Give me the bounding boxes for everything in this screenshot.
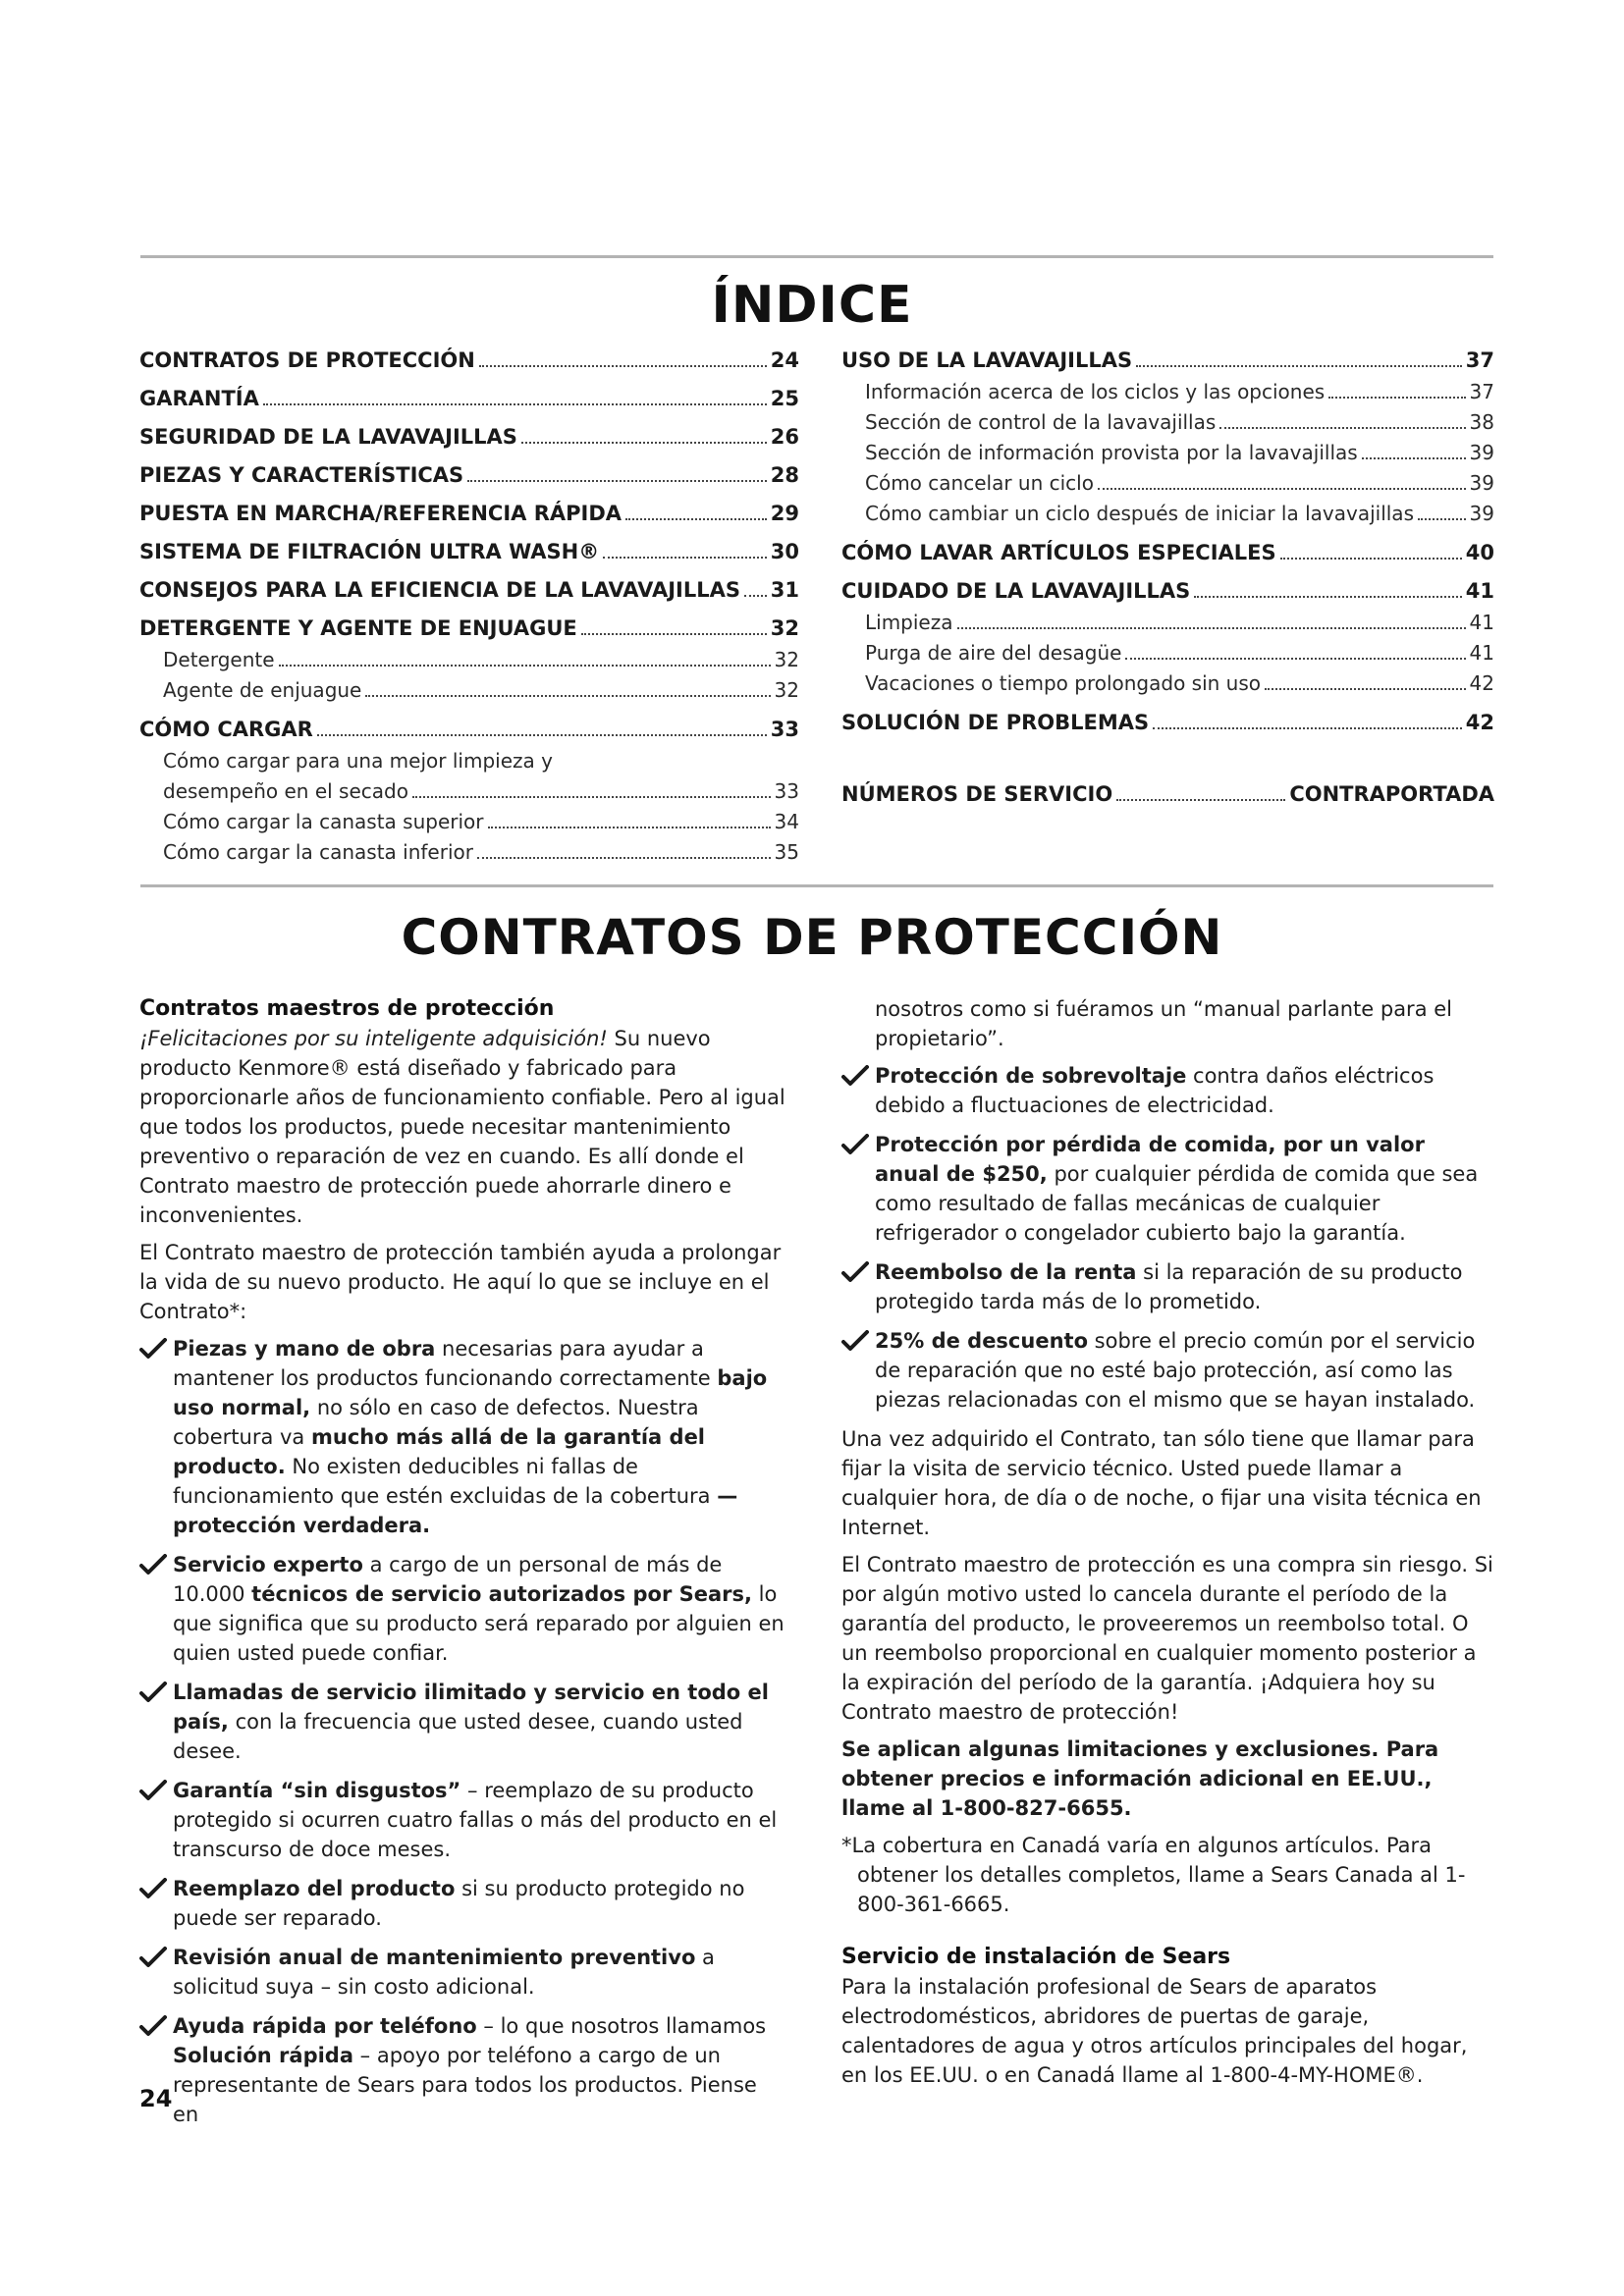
item-emphasis: Ayuda rápida por teléfono <box>173 2014 477 2038</box>
toc-entry <box>139 460 799 490</box>
toc-label: CÓMO LAVAR ARTÍCULOS ESPECIALES <box>841 541 1276 564</box>
checkmark-icon <box>841 1261 869 1283</box>
checkmark-icon <box>139 2015 167 2037</box>
toc-label: Limpieza <box>865 611 953 634</box>
item-emphasis: Llamadas de servicio ilimitado y servicio en todo el país, <box>173 1681 769 1734</box>
coverage-item <box>139 1550 787 1668</box>
toc-page-number: 37 <box>1469 380 1494 403</box>
toc-subentry <box>139 645 799 675</box>
coverage-item <box>841 1257 1493 1316</box>
toc-label: CONSEJOS PARA LA EFICIENCIA DE LA LAVAVAJILLAS <box>139 578 740 602</box>
protection-title: CONTRATOS DE PROTECCIÓN <box>401 909 1223 966</box>
coverage-item <box>139 1776 787 1864</box>
item-text: sobre el precio común por el servicio de reparación que no esté bajo protección, así como las piezas relacionadas con el mismo que se hayan instalado. <box>875 1329 1476 1412</box>
toc-entry <box>139 499 799 528</box>
toc-entry <box>139 537 799 566</box>
toc-leader-dots <box>1362 457 1466 459</box>
toc-leader-dots <box>1098 488 1466 490</box>
coverage-item <box>139 1943 787 2002</box>
intro-rest: Su nuevo producto Kenmore® está diseñado y fabricado para proporcionarle años de funcionamiento confiable. Pero al igual que todos los productos, puede necesitar mantenimiento preventivo o reparación de vez en cuando. Es allí donde el Contrato maestro de protección puede ahorrarle dinero e inconvenientes. <box>139 1027 785 1227</box>
item-emphasis: Servicio experto <box>173 1553 363 1576</box>
toc-leader-dots <box>581 633 767 635</box>
toc-label: Cómo cargar para una mejor limpieza y <box>163 749 553 773</box>
toc-subentry <box>841 499 1494 529</box>
toc-subentry <box>841 638 1494 668</box>
toc-label: PIEZAS Y CARACTERÍSTICAS <box>139 463 464 487</box>
toc-leader-dots <box>1136 365 1462 367</box>
toc-entry <box>139 715 799 744</box>
toc-entry <box>139 575 799 605</box>
toc-subentry-wrap <box>139 746 799 776</box>
toc-label: CUIDADO DE LA LAVAVAJILLAS <box>841 579 1191 603</box>
item-text: – reemplazo de su producto protegido si ocurren cuatro fallas o más del producto en el transcurso de doce meses. <box>173 1779 778 1861</box>
item-text: contra daños eléctricos debido a fluctuaciones de electricidad. <box>875 1064 1435 1117</box>
checkmark-icon <box>139 1682 167 1703</box>
toc-subentry <box>139 837 799 868</box>
checkmark-icon <box>139 1780 167 1801</box>
item-emphasis: bajo uso normal, <box>173 1366 768 1419</box>
toc-subentry <box>841 438 1494 468</box>
toc-leader-dots <box>1153 727 1462 729</box>
toc-page-number: 34 <box>774 810 799 833</box>
toc-page-number: 32 <box>770 616 799 640</box>
toc-entry <box>841 576 1494 606</box>
item-text: por cualquier pérdida de comida que sea como resultado de fallas mecánicas de cualquier refrigerador o congelador cubierto bajo la garantía. <box>875 1162 1479 1245</box>
toc-page-number: 33 <box>774 779 799 803</box>
toc-label: Agente de enjuague <box>163 678 362 702</box>
toc-leader-dots <box>1219 427 1465 429</box>
item-emphasis: técnicos de servicio autorizados por Sears, <box>251 1582 752 1606</box>
coverage-paragraph: El Contrato maestro de protección también ayuda a prolongar la vida de su nuevo producto. He aquí lo que se incluye en el Contrato*: <box>139 1241 782 1323</box>
toc-entry <box>841 779 1494 809</box>
toc-page-number: 39 <box>1469 502 1494 525</box>
item-emphasis: Reembolso de la renta <box>875 1260 1137 1284</box>
intro-italic: ¡Felicitaciones por su inteligente adquisición! <box>139 1027 608 1050</box>
toc-leader-dots <box>412 796 771 798</box>
toc-entry <box>841 538 1494 567</box>
toc-page-number: 24 <box>770 348 799 372</box>
master-contracts-heading: Contratos maestros de protección <box>139 996 555 1021</box>
checkmark-icon <box>841 1065 869 1087</box>
item-emphasis: — protección verdadera. <box>173 1484 738 1537</box>
item-text: lo que significa que su producto será reparado por alguien en quien usted puede confiar. <box>173 1582 785 1665</box>
toc-page-number: 25 <box>770 387 799 410</box>
toc-page-number: 35 <box>774 840 799 864</box>
toc-label: NÚMEROS DE SERVICIO <box>841 782 1113 806</box>
toc-page-number: 41 <box>1465 579 1494 603</box>
toc-page-number: 32 <box>774 678 799 702</box>
toc-subentry <box>139 776 799 807</box>
item-text: a solicitud suya – sin costo adicional. <box>173 1946 715 1999</box>
toc-subentry <box>841 468 1494 499</box>
toc-label: DETERGENTE Y AGENTE DE ENJUAGUE <box>139 616 577 640</box>
toc-page-number: 39 <box>1469 471 1494 495</box>
index-title: ÍNDICE <box>711 276 913 335</box>
item-text: si su producto protegido no puede ser reparado. <box>173 1877 745 1930</box>
toc-leader-dots <box>521 442 767 444</box>
toc-entry <box>139 346 799 375</box>
toc-subentry <box>841 407 1494 438</box>
toc-leader-dots <box>488 827 771 828</box>
toc-page-number: 41 <box>1469 611 1494 634</box>
item-emphasis: 25% de descuento <box>875 1329 1088 1353</box>
toc-entry <box>841 708 1494 737</box>
coverage-item <box>139 2011 787 2129</box>
item-emphasis: Garantía “sin disgustos” <box>173 1779 461 1802</box>
toc-leader-dots <box>1116 799 1285 801</box>
coverage-item <box>841 1061 1493 1120</box>
coverage-item <box>841 1130 1493 1248</box>
toc-leader-dots <box>957 627 1466 629</box>
checkmark-icon <box>139 1554 167 1575</box>
toc-leader-dots <box>603 557 767 559</box>
section-divider <box>140 884 1493 887</box>
toc-left-column <box>139 346 799 868</box>
toc-leader-dots <box>467 480 767 482</box>
protection-right-column <box>841 994 1493 2098</box>
toc-page-number: 26 <box>770 425 799 449</box>
item-text: necesarias para ayudar a mantener los productos funcionando correctamente <box>173 1337 718 1390</box>
toc-label: CÓMO CARGAR <box>139 718 313 741</box>
toc-right-column <box>841 346 1494 818</box>
canada-notice: *La cobertura en Canadá varía en algunos artículos. Para obtener los detalles completos, llame a Sears Canada al 1-800-361-6665. <box>841 1834 1466 1916</box>
toc-leader-dots <box>263 403 767 405</box>
toc-label: Cómo cargar la canasta superior <box>163 810 484 833</box>
toc-leader-dots <box>317 734 767 736</box>
toc-page-number: 30 <box>770 540 799 563</box>
item-emphasis: Protección por pérdida de comida, por un valor anual de $250, <box>875 1133 1425 1186</box>
toc-leader-dots <box>1280 558 1462 560</box>
toc-label: Sección de control de la lavavajillas <box>865 410 1217 434</box>
purchase-paragraph: Una vez adquirido el Contrato, tan sólo tiene que llamar para fijar la visita de servicio técnico. Usted puede llamar a cualquier hora, de día o de noche, o fijar una visita técnica en Internet. <box>841 1427 1482 1539</box>
toc-label: Vacaciones o tiempo prolongado sin uso <box>865 671 1262 695</box>
item-text: si la reparación de su producto protegido tarda más de lo prometido. <box>875 1260 1463 1313</box>
toc-subentry <box>841 668 1494 699</box>
intro-paragraph <box>139 1024 787 1230</box>
toc-label: Detergente <box>163 648 275 671</box>
toc-subentry <box>139 807 799 837</box>
toc-subentry <box>139 675 799 706</box>
toc-label: CONTRATOS DE PROTECCIÓN <box>139 348 475 372</box>
toc-label: Cómo cargar la canasta inferior <box>163 840 473 864</box>
item-text: No existen deducibles ni fallas de funcionamiento que estén excluidas de la cobertura <box>173 1455 718 1508</box>
toc-page-number: CONTRAPORTADA <box>1289 782 1494 806</box>
toc-entry <box>139 614 799 643</box>
item-text: – lo que nosotros llamamos <box>476 2014 767 2038</box>
page-number: 24 <box>139 2085 173 2112</box>
item-emphasis: Revisión anual de mantenimiento preventivo <box>173 1946 696 1969</box>
toc-spacer <box>841 746 1494 779</box>
checkmark-icon <box>841 1134 869 1155</box>
coverage-item <box>139 1874 787 1933</box>
toc-label: desempeño en el secado <box>163 779 408 803</box>
toc-leader-dots <box>479 365 767 367</box>
coverage-list-continued <box>841 1061 1493 1415</box>
toc-page-number: 33 <box>770 718 799 741</box>
toc-leader-dots <box>365 695 770 697</box>
toc-entry <box>139 384 799 413</box>
toc-page-number: 41 <box>1469 641 1494 665</box>
toc-label: Cómo cambiar un ciclo después de iniciar la lavavajillas <box>865 502 1414 525</box>
item-text: – apoyo por teléfono a cargo de un representante de Sears para todos los productos. Piense en <box>173 2044 757 2126</box>
item-emphasis: Reemplazo del producto <box>173 1877 456 1900</box>
toc-page-number: 40 <box>1465 541 1494 564</box>
item-emphasis: Piezas y mano de obra <box>173 1337 436 1361</box>
toc-page-number: 39 <box>1469 441 1494 464</box>
toc-leader-dots <box>1328 397 1465 399</box>
toc-leader-dots <box>1265 688 1466 690</box>
item-text: con la frecuencia que usted desee, cuando usted desee. <box>173 1710 743 1763</box>
toc-page-number: 29 <box>770 502 799 525</box>
checkmark-icon <box>139 1947 167 1968</box>
coverage-list <box>139 1334 787 2129</box>
toc-page-number: 32 <box>774 648 799 671</box>
toc-label: PUESTA EN MARCHA/REFERENCIA RÁPIDA <box>139 502 623 525</box>
toc-entry <box>841 346 1494 375</box>
toc-label: Información acerca de los ciclos y las opciones <box>865 380 1326 403</box>
item-emphasis: Protección de sobrevoltaje <box>875 1064 1187 1088</box>
toc-leader-dots <box>1125 658 1465 660</box>
toc-subentry <box>841 608 1494 638</box>
toc-label: SEGURIDAD DE LA LAVAVAJILLAS <box>139 425 517 449</box>
coverage-item <box>139 1678 787 1766</box>
toc-label: Purga de aire del desagüe <box>865 641 1122 665</box>
toc-label: Cómo cancelar un ciclo <box>865 471 1094 495</box>
installation-heading: Servicio de instalación de Sears <box>841 1945 1231 1969</box>
toc-label: USO DE LA LAVAVAJILLAS <box>841 348 1133 372</box>
toc-leader-dots <box>625 518 767 520</box>
limitations-notice: Se aplican algunas limitaciones y exclusiones. Para obtener precios e información adicional en EE.UU., llame al 1-800-827-6655. <box>841 1737 1439 1820</box>
toc-subentry <box>841 377 1494 407</box>
continuation-text: nosotros como si fuéramos un “manual parlante para el propietario”. <box>875 997 1452 1050</box>
toc-leader-dots <box>744 595 767 597</box>
toc-leader-dots <box>477 857 771 859</box>
toc-leader-dots <box>279 665 771 667</box>
toc-leader-dots <box>1194 596 1461 598</box>
toc-page-number: 38 <box>1469 410 1494 434</box>
toc-entry <box>139 422 799 452</box>
toc-label: Sección de información provista por la lavavajillas <box>865 441 1358 464</box>
toc-page-number: 37 <box>1465 348 1494 372</box>
toc-page-number: 28 <box>770 463 799 487</box>
item-emphasis: Solución rápida <box>173 2044 353 2067</box>
risk-free-paragraph: El Contrato maestro de protección es una compra sin riesgo. Si por algún motivo usted lo cancela durante el período de la garantía del producto, le proveeremos un reembolso total. O un reembolso proporcional en cualquier momento posterior a la expiración del período de la garantía. ¡Adquiera hoy su Contrato maestro de protección! <box>841 1553 1493 1724</box>
toc-label: SISTEMA DE FILTRACIÓN ULTRA WASH® <box>139 540 600 563</box>
top-divider <box>140 255 1493 258</box>
checkmark-icon <box>841 1330 869 1352</box>
checkmark-icon <box>139 1878 167 1899</box>
toc-label: SOLUCIÓN DE PROBLEMAS <box>841 711 1150 734</box>
protection-left-column <box>139 994 787 2139</box>
coverage-item <box>841 1326 1493 1415</box>
toc-page-number: 42 <box>1469 671 1494 695</box>
checkmark-icon <box>139 1338 167 1360</box>
installation-text: Para la instalación profesional de Sears de aparatos electrodomésticos, abridores de puertas de garaje, calentadores de agua y otros artículos principales del hogar, en los EE.UU. o en Canadá llame al 1-800-4-MY-HOME®. <box>841 1975 1468 2087</box>
item-emphasis: mucho más allá de la garantía del producto. <box>173 1425 706 1478</box>
item-text: no sólo en caso de defectos. Nuestra cobertura va <box>173 1396 699 1449</box>
item-text: a cargo de un personal de más de 10.000 <box>173 1553 723 1606</box>
toc-leader-dots <box>1418 518 1466 520</box>
toc-page-number: 31 <box>770 578 799 602</box>
coverage-item <box>139 1334 787 1540</box>
toc-label: GARANTÍA <box>139 387 259 410</box>
toc-page-number: 42 <box>1465 711 1494 734</box>
